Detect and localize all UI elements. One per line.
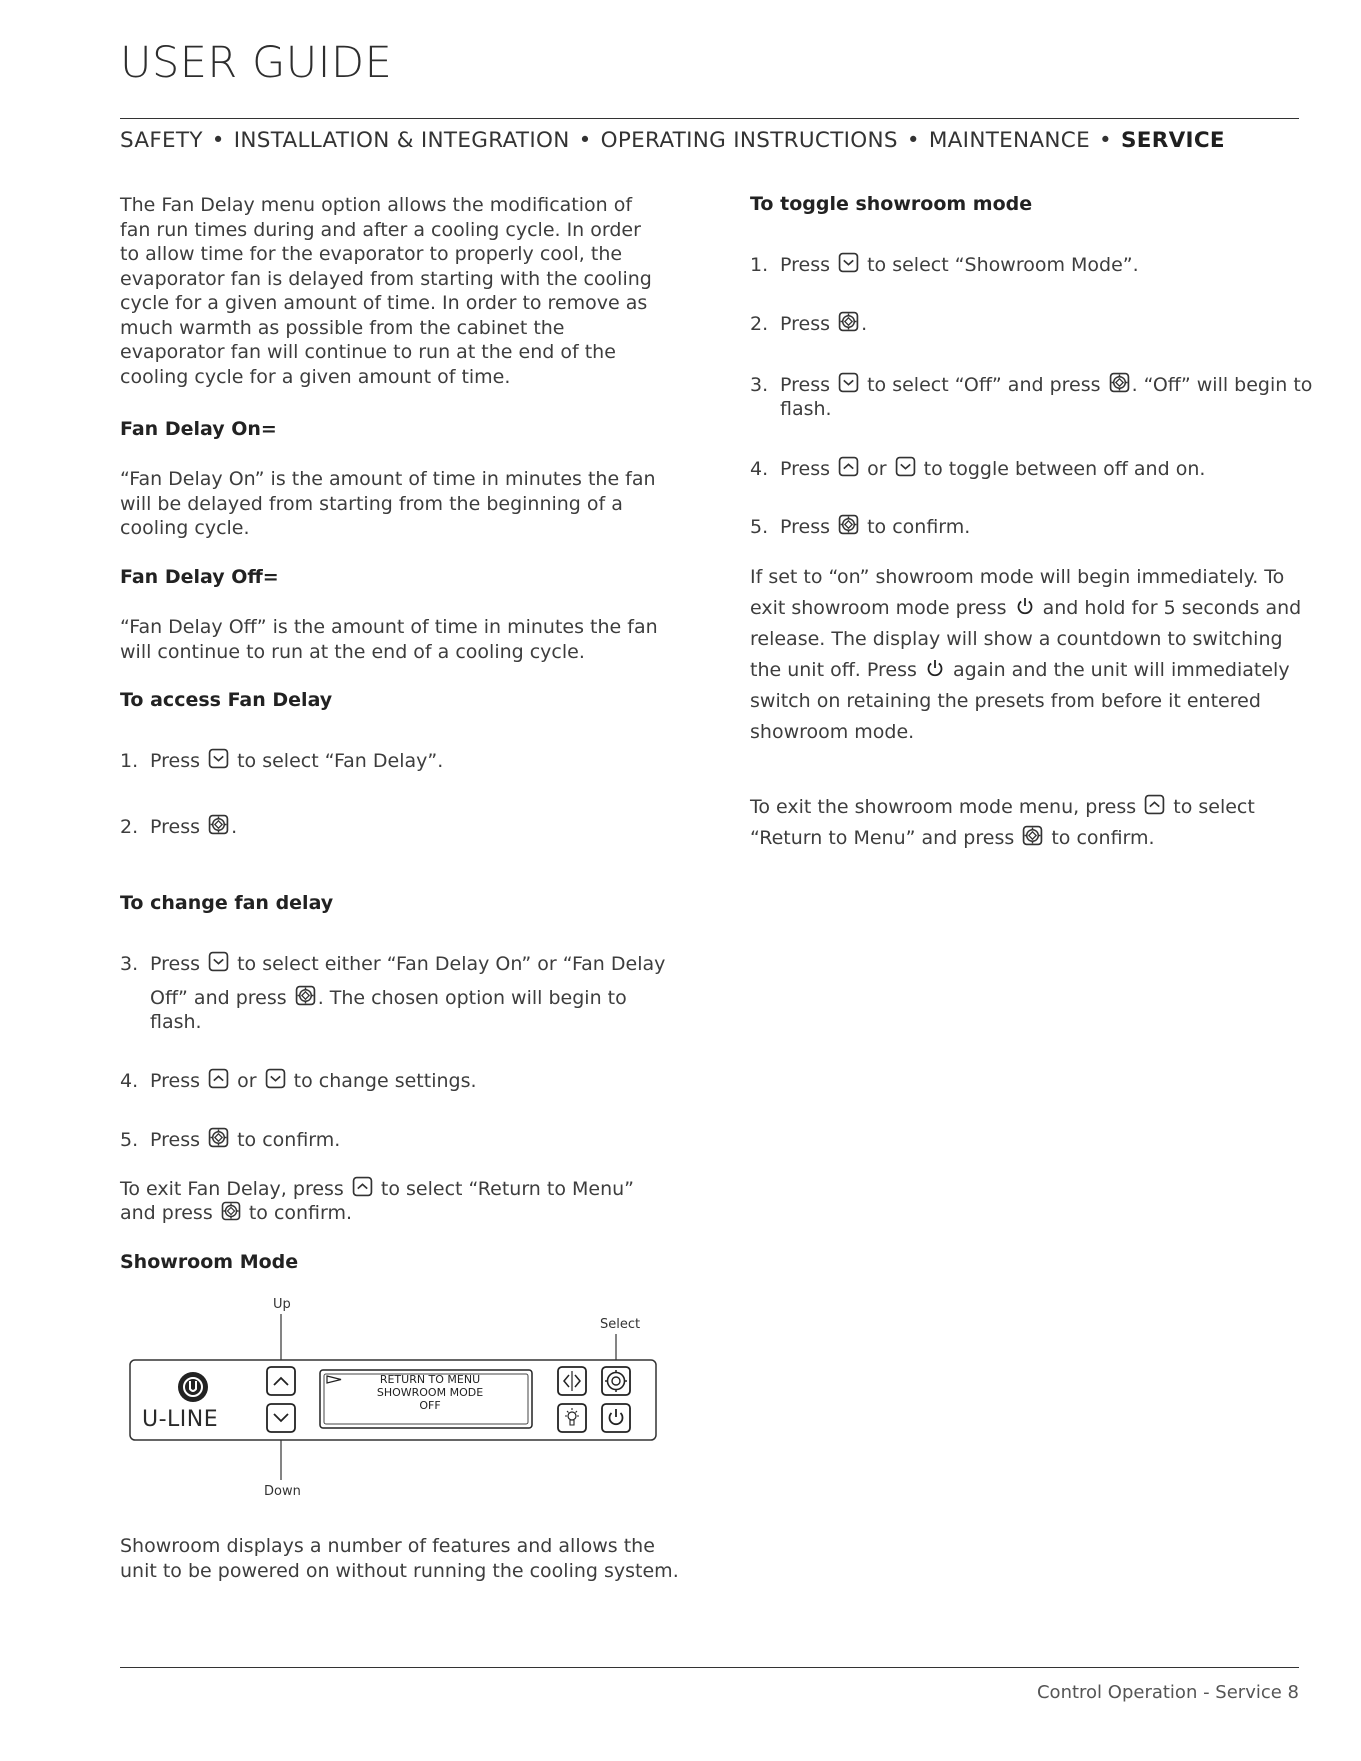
toggle-step-5: 5. Press to confirm. xyxy=(750,516,971,538)
exit-fan-delay-line-2: and press to confirm. xyxy=(120,1202,353,1224)
label-down: Down xyxy=(264,1484,301,1499)
up-button-icon xyxy=(208,1068,229,1089)
select-button-icon xyxy=(838,311,859,332)
page-title: USER GUIDE xyxy=(120,38,393,88)
panel-power-button xyxy=(602,1404,630,1432)
nav-item-safety[interactable]: SAFETY xyxy=(120,128,203,153)
change-step-3-end: flash. xyxy=(150,1011,202,1033)
exit-fan-delay-line-1: To exit Fan Delay, press to select “Return to Menu” xyxy=(120,1178,634,1200)
change-step-5: 5. Press to confirm. xyxy=(120,1129,341,1151)
fan-delay-on-heading: Fan Delay On= xyxy=(120,418,277,440)
select-button-icon xyxy=(208,1127,229,1148)
header-divider xyxy=(120,118,1299,119)
up-button-icon xyxy=(838,456,859,477)
label-select: Select xyxy=(600,1317,641,1332)
intro-paragraph: The Fan Delay menu option allows the modification of fan run times during and after a cooling cycle. In order to allow time for the evaporator to properly cool, the evaporator fan is delayed from starting with the cooling cycle for a given amount of time. In order to remove as much warmth as possible from the cabinet the evaporator fan will continue to run at the end of the cooling cycle for a given amount of time. xyxy=(120,194,652,388)
fan-delay-on-text: “Fan Delay On” is the amount of time in minutes the fan will be delayed from starting from the beginning of a cooling cycle. xyxy=(120,468,656,539)
nav-item-service[interactable]: SERVICE xyxy=(1120,128,1225,153)
access-step-2: 2. Press . xyxy=(120,816,238,838)
panel-up-button xyxy=(267,1367,295,1395)
down-button-icon xyxy=(208,951,229,972)
footer-page-label: Control Operation - Service 8 xyxy=(1036,1682,1299,1703)
panel-down-button xyxy=(267,1404,295,1432)
panel-light-button xyxy=(558,1404,586,1432)
panel-left-right-button xyxy=(558,1367,586,1395)
down-button-icon xyxy=(838,372,859,393)
nav-item-installation[interactable]: INSTALLATION & INTEGRATION xyxy=(233,128,570,153)
select-button-icon xyxy=(295,985,316,1006)
toggle-step-4: 4. Press or to toggle between off and on. xyxy=(750,458,1206,480)
down-button-icon xyxy=(208,748,229,769)
change-fan-delay-heading: To change fan delay xyxy=(120,892,334,914)
change-step-3: 3. Press to select either “Fan Delay On” or “Fan Delay xyxy=(120,953,666,975)
select-button-icon xyxy=(221,1201,241,1221)
toggle-step-1: 1. Press to select “Showroom Mode”. xyxy=(750,254,1139,276)
brand-text: U-LINE xyxy=(142,1407,219,1432)
change-step-4: 4. Press or to change settings. xyxy=(120,1070,477,1092)
access-fan-delay-heading: To access Fan Delay xyxy=(120,689,333,711)
select-button-icon xyxy=(1022,825,1043,846)
exit-showroom-paragraph: To exit the showroom mode menu, press to select “Return to Menu” and press to confirm. xyxy=(750,796,1255,849)
panel-select-button xyxy=(602,1367,630,1395)
display-text: RETURN TO MENU SHOWROOM MODE OFF xyxy=(376,1373,484,1412)
section-nav: SAFETY • INSTALLATION & INTEGRATION • OPERATING INSTRUCTIONS • MAINTENANCE • SERVICE xyxy=(120,128,1225,153)
change-step-3-cont: Off” and press . The chosen option will begin to xyxy=(150,987,627,1009)
select-button-icon xyxy=(1109,372,1130,393)
footer-divider xyxy=(120,1667,1299,1668)
u-line-logo xyxy=(178,1372,208,1402)
down-button-icon xyxy=(838,252,859,273)
up-button-icon xyxy=(352,1176,373,1197)
nav-item-maintenance[interactable]: MAINTENANCE xyxy=(928,128,1090,153)
showroom-on-paragraph: If set to “on” showroom mode will begin immediately. To exit showroom mode press and hold for 5 seconds and release. The display will show a countdown to switching the unit off. Press again and the unit will immediately switch on retaining the presets from before it entered showroom mode. xyxy=(750,566,1302,743)
power-icon xyxy=(925,658,945,678)
power-icon xyxy=(1015,596,1035,616)
toggle-step-3: 3. Press to select “Off” and press . “Off” will begin to xyxy=(750,374,1313,396)
toggle-step-2: 2. Press . xyxy=(750,313,868,335)
fan-delay-off-text: “Fan Delay Off” is the amount of time in minutes the fan will continue to run at the end of a cooling cycle. xyxy=(120,616,658,663)
down-button-icon xyxy=(895,456,916,477)
select-button-icon xyxy=(208,814,229,835)
toggle-step-3-end: flash. xyxy=(780,398,832,420)
showroom-description: Showroom displays a number of features and allows the unit to be powered on without running the cooling system. xyxy=(120,1535,679,1582)
label-up: Up xyxy=(273,1297,291,1312)
toggle-showroom-heading: To toggle showroom mode xyxy=(750,193,1033,215)
nav-item-operating[interactable]: OPERATING INSTRUCTIONS xyxy=(600,128,898,153)
down-button-icon xyxy=(265,1068,286,1089)
showroom-mode-heading: Showroom Mode xyxy=(120,1251,299,1273)
fan-delay-off-heading: Fan Delay Off= xyxy=(120,566,279,588)
up-button-icon xyxy=(1144,794,1165,815)
select-button-icon xyxy=(838,514,859,535)
access-step-1: 1. Press to select “Fan Delay”. xyxy=(120,750,444,772)
